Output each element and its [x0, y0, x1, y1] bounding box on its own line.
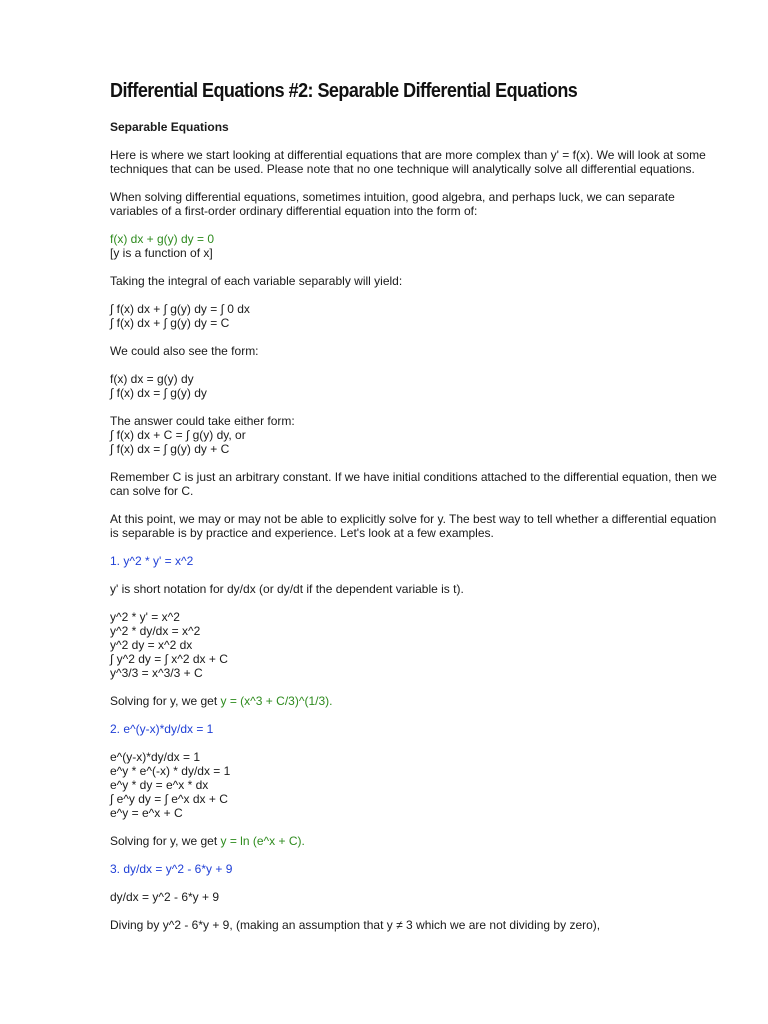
example-1-solution-value: y = (x^3 + C/3)^(1/3).	[220, 694, 333, 708]
example-1-step: y^2 dy = x^2 dx	[110, 638, 193, 652]
example-1-step: ∫ y^2 dy = ∫ x^2 dx + C	[110, 652, 228, 666]
document-page	[110, 78, 720, 946]
separable-form-equation: f(x) dx + g(y) dy = 0	[110, 232, 215, 246]
integral-line: ∫ f(x) dx + ∫ g(y) dy = C	[110, 316, 230, 330]
example-2-step: e^(y-x)*dy/dx = 1	[110, 750, 200, 764]
example-1-note: y' is short notation for dy/dx (or dy/dt if the dependent variable is t).	[110, 582, 464, 596]
example-2-steps	[110, 750, 720, 820]
remember-paragraph: Remember C is just an arbitrary constant. If we have initial conditions attached to the differential equation, then we can solve for C.	[110, 470, 717, 498]
solution-prefix: Solving for y, we get	[110, 694, 221, 708]
example-2-step: ∫ e^y dy = ∫ e^x dx + C	[110, 792, 228, 806]
example-2-step: e^y = e^x + C	[110, 806, 183, 820]
document-title: Differential Equations #2: Separable Differential Equations	[110, 80, 578, 102]
alternate-line: ∫ f(x) dx = ∫ g(y) dy	[110, 386, 207, 400]
separable-form-block	[110, 232, 720, 260]
alternate-form-intro: We could also see the form:	[110, 344, 259, 358]
example-2-solution	[110, 834, 720, 848]
example-1-step: y^2 * dy/dx = x^2	[110, 624, 201, 638]
example-1-solution	[110, 694, 720, 708]
answer-line: ∫ f(x) dx + C = ∫ g(y) dy, or	[110, 428, 246, 442]
intro-paragraph: Here is where we start looking at differential equations that are more complex than y' = f(x). We will look at some techniques that can be used. Please note that no one technique will analytically solve all differential equations.	[110, 148, 706, 176]
example-1-step: y^3/3 = x^3/3 + C	[110, 666, 203, 680]
example-1-heading: 1. y^2 * y' = x^2	[110, 554, 194, 568]
integral-intro: Taking the integral of each variable separably will yield:	[110, 274, 403, 288]
example-1-steps	[110, 610, 720, 680]
example-2-solution-value: y = ln (e^x + C).	[220, 834, 305, 848]
alternate-form-equations	[110, 372, 720, 400]
integral-equations	[110, 302, 720, 330]
example-3-dividing-note: Diving by y^2 - 6*y + 9, (making an assumption that y ≠ 3 which we are not dividing by zero),	[110, 918, 601, 932]
answer-intro: The answer could take either form:	[110, 414, 295, 428]
solving-intro-paragraph: When solving differential equations, sometimes intuition, good algebra, and perhaps luck, we can separate variables of a first-order ordinary differential equation into the form of:	[110, 190, 675, 218]
solution-prefix: Solving for y, we get	[110, 834, 221, 848]
answer-forms	[110, 414, 720, 456]
integral-line: ∫ f(x) dx + ∫ g(y) dy = ∫ 0 dx	[110, 302, 250, 316]
practice-paragraph: At this point, we may or may not be able to explicitly solve for y. The best way to tell whether a differential equation is separable is by practice and experience. Let's look at a few examples.	[110, 512, 717, 540]
example-3-equation: dy/dx = y^2 - 6*y + 9	[110, 890, 220, 904]
section-heading: Separable Equations	[110, 120, 229, 134]
example-3-heading: 3. dy/dx = y^2 - 6*y + 9	[110, 862, 233, 876]
answer-line: ∫ f(x) dx = ∫ g(y) dy + C	[110, 442, 230, 456]
alternate-line: f(x) dx = g(y) dy	[110, 372, 194, 386]
example-1-step: y^2 * y' = x^2	[110, 610, 180, 624]
example-2-step: e^y * dy = e^x * dx	[110, 778, 209, 792]
separable-form-note: [y is a function of x]	[110, 246, 213, 260]
example-2-step: e^y * e^(-x) * dy/dx = 1	[110, 764, 231, 778]
example-2-heading: 2. e^(y-x)*dy/dx = 1	[110, 722, 214, 736]
